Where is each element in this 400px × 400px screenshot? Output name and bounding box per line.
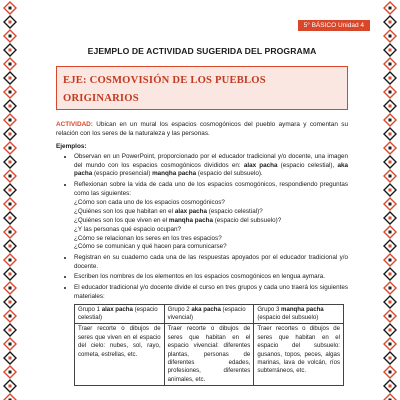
border-dot xyxy=(389,91,392,94)
document-body xyxy=(56,46,348,386)
border-dot xyxy=(9,273,12,276)
border-dot xyxy=(389,189,392,192)
border-dot xyxy=(9,315,12,318)
border-dot xyxy=(9,7,12,10)
question: ¿Cómo se relacionan los seres en los tres espacios? xyxy=(74,234,222,242)
border-dot xyxy=(389,231,392,234)
table-cell: Traer recorte o dibujos de seres que viven en el espacio del cielo: nubes, sol, rayo, cometa, estrellas, etc. xyxy=(75,324,165,386)
border-dot xyxy=(389,357,392,360)
border-dot xyxy=(9,133,12,136)
table-header-group3: Grupo 3 manqha pacha (espacio del subsuelo) xyxy=(254,304,344,324)
table-header-group2: Grupo 2 aka pacha (espacio vivencial) xyxy=(164,304,254,324)
border-dot xyxy=(389,161,392,164)
border-dot xyxy=(9,231,12,234)
border-dot xyxy=(389,7,392,10)
border-dot xyxy=(389,105,392,108)
activity-paragraph xyxy=(56,120,348,139)
axis-heading-box xyxy=(56,66,348,110)
border-dot xyxy=(389,175,392,178)
table-header-group1: Grupo 1 alax pacha (espacio celestial) xyxy=(75,304,165,324)
border-dot xyxy=(9,161,12,164)
border-dot xyxy=(389,273,392,276)
border-dot xyxy=(389,217,392,220)
border-dot xyxy=(9,301,12,304)
list-item: • Registran en su cuaderno cada una de las respuestas apoyados por el educador tradicional y/o docente. xyxy=(74,254,348,272)
border-dot xyxy=(389,371,392,374)
border-dot xyxy=(389,315,392,318)
border-dot xyxy=(389,259,392,262)
list-item: • Reflexionan sobre la vida de cada uno de los espacios cosmogónicos, respondiendo preguntas como las siguientes: ¿Cómo son cada uno de los espacios cosmogónicos? ¿Quiénes son los que habitan en el alax pacha (espacio celestial)? ¿Quiénes son los que viven en el manqha pacha (espacio del subsuelo)? ¿Y las personas qué espacio ocupan? ¿Cómo se relacionan los seres en los tres espacios? ¿Cómo se comunican y qué hacen para comunicarse? xyxy=(74,181,348,253)
border-dot xyxy=(389,133,392,136)
border-dot xyxy=(389,63,392,66)
border-dot xyxy=(389,77,392,80)
activity-label: ACTIVIDAD: xyxy=(56,121,93,128)
border-dot xyxy=(389,287,392,290)
border-dot xyxy=(389,21,392,24)
decorative-border-right xyxy=(380,0,400,400)
table-row xyxy=(75,324,344,386)
border-dot xyxy=(9,385,12,388)
border-dot xyxy=(9,49,12,52)
table-cell: Traer recortes o dibujos de seres que habitan en el espacio del subsuelo: gusanos, topos, peces, algas marinas, lava de volcán, ríos subterráneos, etc. xyxy=(254,324,344,386)
question: ¿Cómo se comunican y qué hacen para comunicarse? xyxy=(74,243,227,251)
border-dot xyxy=(9,21,12,24)
border-dot xyxy=(9,63,12,66)
border-dot xyxy=(9,147,12,150)
list-item: • Observan en un PowerPoint, proporcionado por el educador tradicional y/o docente, una imagen del mundo con los espacios cosmogónicos divididos en: alax pacha (espacio celestial), aka pacha (espacio presencial) manqha pacha (espacio del subsuelo). xyxy=(74,153,348,180)
border-dot xyxy=(389,49,392,52)
border-dot xyxy=(9,77,12,80)
question: ¿Quiénes son los que habitan en el alax pacha (espacio celestial)? xyxy=(74,207,263,215)
question: ¿Cómo son cada uno de los espacios cosmogónicos? xyxy=(74,198,225,206)
border-dot xyxy=(9,259,12,262)
border-dot xyxy=(9,119,12,122)
examples-list xyxy=(56,153,348,302)
page-title: EJEMPLO DE ACTIVIDAD SUGERIDA DEL PROGRAMA xyxy=(87,46,317,56)
border-dot xyxy=(389,203,392,206)
decorative-border-left xyxy=(0,0,20,400)
axis-heading: EJE: COSMOVISIÓN DE LOS PUEBLOS ORIGINARIOS xyxy=(63,75,266,104)
examples-label: Ejemplos: xyxy=(56,142,87,150)
list-item: • El educador tradicional y/o docente divide el curso en tres grupos y cada uno traerá los siguientes materiales: xyxy=(74,284,348,302)
border-dot xyxy=(9,371,12,374)
border-dot xyxy=(9,105,12,108)
question: ¿Quiénes son los que viven en el manqha pacha (espacio del subsuelo)? xyxy=(74,216,282,224)
border-dot xyxy=(9,91,12,94)
border-dot xyxy=(389,35,392,38)
border-dot xyxy=(389,329,392,332)
activity-text: Ubican en un mural los espacios cosmogónicos del pueblo aymara y comentan su relación con los seres de la naturaleza y las personas. xyxy=(56,121,348,138)
border-dot xyxy=(389,245,392,248)
border-dot xyxy=(9,189,12,192)
border-dot xyxy=(9,245,12,248)
table-header-row xyxy=(75,304,344,324)
border-dot xyxy=(389,119,392,122)
border-dot xyxy=(389,385,392,388)
table-cell: Traer recorte o dibujos de seres que habitan en el espacio vivencial: diferentes plantas, personas de diferentes edades, profesiones, diferentes animales, etc. xyxy=(164,324,254,386)
grade-unit-badge: 5° BÁSICO Unidad 4 xyxy=(298,20,370,31)
border-dot xyxy=(9,217,12,220)
materials-table xyxy=(74,304,344,387)
border-dot xyxy=(9,329,12,332)
border-dot xyxy=(389,301,392,304)
border-dot xyxy=(9,35,12,38)
border-dot xyxy=(389,343,392,346)
question: ¿Y las personas qué espacio ocupan? xyxy=(74,225,182,233)
border-dot xyxy=(389,147,392,150)
border-dot xyxy=(9,357,12,360)
border-dot xyxy=(9,287,12,290)
border-dot xyxy=(9,175,12,178)
border-dot xyxy=(9,343,12,346)
list-item: • Escriben los nombres de los elementos en los espacios cosmogónicos en lengua aymara. xyxy=(74,273,348,282)
border-dot xyxy=(9,203,12,206)
